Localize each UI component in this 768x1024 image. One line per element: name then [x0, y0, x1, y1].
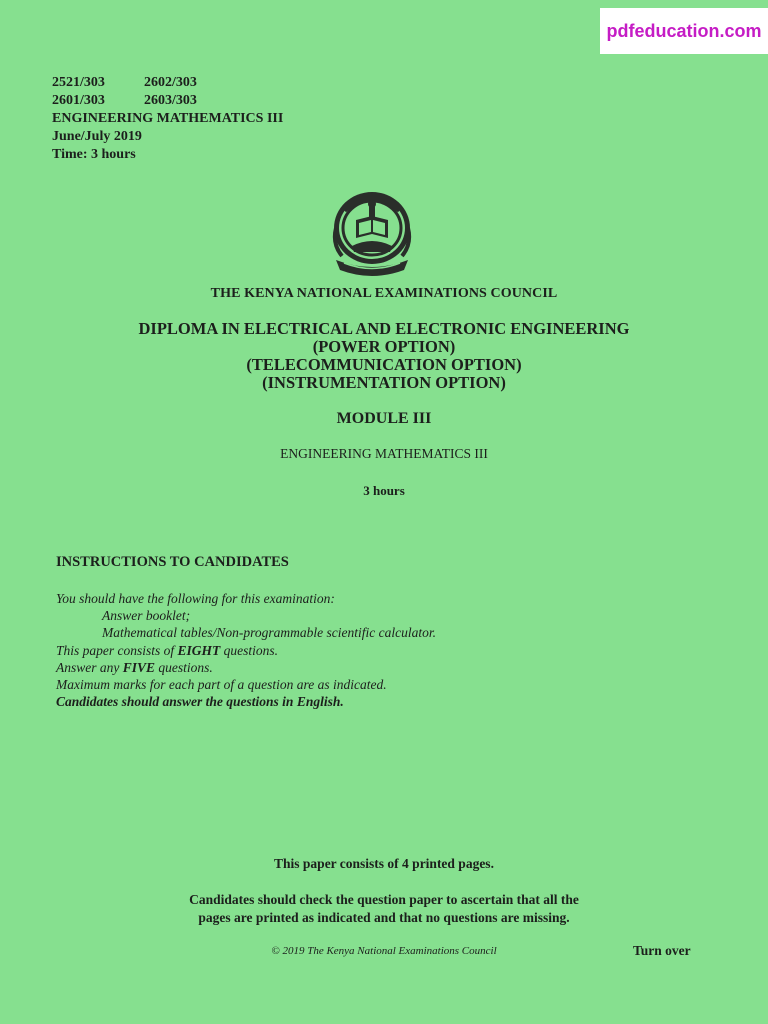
- exam-duration: 3 hours: [363, 483, 405, 498]
- diploma-option: (TELECOMMUNICATION OPTION): [246, 355, 522, 374]
- instructions-intro: You should have the following for this examination:: [56, 591, 335, 606]
- copyright-notice: © 2019 The Kenya National Examinations Council: [271, 945, 497, 957]
- instructions-language: Candidates should answer the questions in English.: [56, 694, 344, 710]
- paper-name: ENGINEERING MATHEMATICS III: [52, 111, 284, 126]
- subject-title: ENGINEERING MATHEMATICS III: [280, 446, 488, 461]
- instructions-list: [56, 590, 436, 710]
- paper-code: 2521/303: [52, 75, 105, 90]
- check-pages-note: Candidates should check the question paper to ascertain that all the pages are printed as indicated and that no questions are missing.: [189, 892, 579, 925]
- diploma-title-block: [0, 320, 768, 392]
- exam-session: June/July 2019: [52, 129, 142, 144]
- council-name: THE KENYA NATIONAL EXAMINATIONS COUNCIL: [210, 286, 558, 301]
- diploma-option: (POWER OPTION): [312, 337, 456, 356]
- exam-time: Time: 3 hours: [52, 147, 136, 162]
- paper-codes-row: [52, 92, 283, 110]
- paper-code: 2602/303: [144, 75, 197, 90]
- paper-code: 2603/303: [144, 93, 197, 108]
- watermark-text: pdfeducation.com: [606, 20, 762, 41]
- diploma-option: (INSTRUMENTATION OPTION): [262, 373, 506, 392]
- diploma-title: DIPLOMA IN ELECTRICAL AND ELECTRONIC ENGINEERING: [138, 319, 630, 338]
- watermark-badge: [600, 8, 768, 54]
- printed-pages-note: This paper consists of 4 printed pages.: [274, 856, 494, 871]
- paper-codes-row: [52, 74, 283, 92]
- instructions-answer-count: Answer any FIVE questions.: [56, 659, 213, 675]
- paper-codes-block: [52, 74, 283, 164]
- instructions-heading: INSTRUCTIONS TO CANDIDATES: [56, 554, 289, 570]
- paper-code: 2601/303: [52, 93, 105, 108]
- instructions-item: Mathematical tables/Non-programmable scientific calculator.: [102, 625, 436, 641]
- kenya-coat-of-arms-icon: [330, 188, 414, 280]
- instructions-question-count: This paper consists of EIGHT questions.: [56, 642, 279, 658]
- module-title: MODULE III: [336, 410, 432, 427]
- instructions-item: Answer booklet;: [102, 608, 191, 624]
- instructions-marks: Maximum marks for each part of a question are as indicated.: [56, 677, 387, 693]
- turn-over-label: Turn over: [633, 943, 691, 958]
